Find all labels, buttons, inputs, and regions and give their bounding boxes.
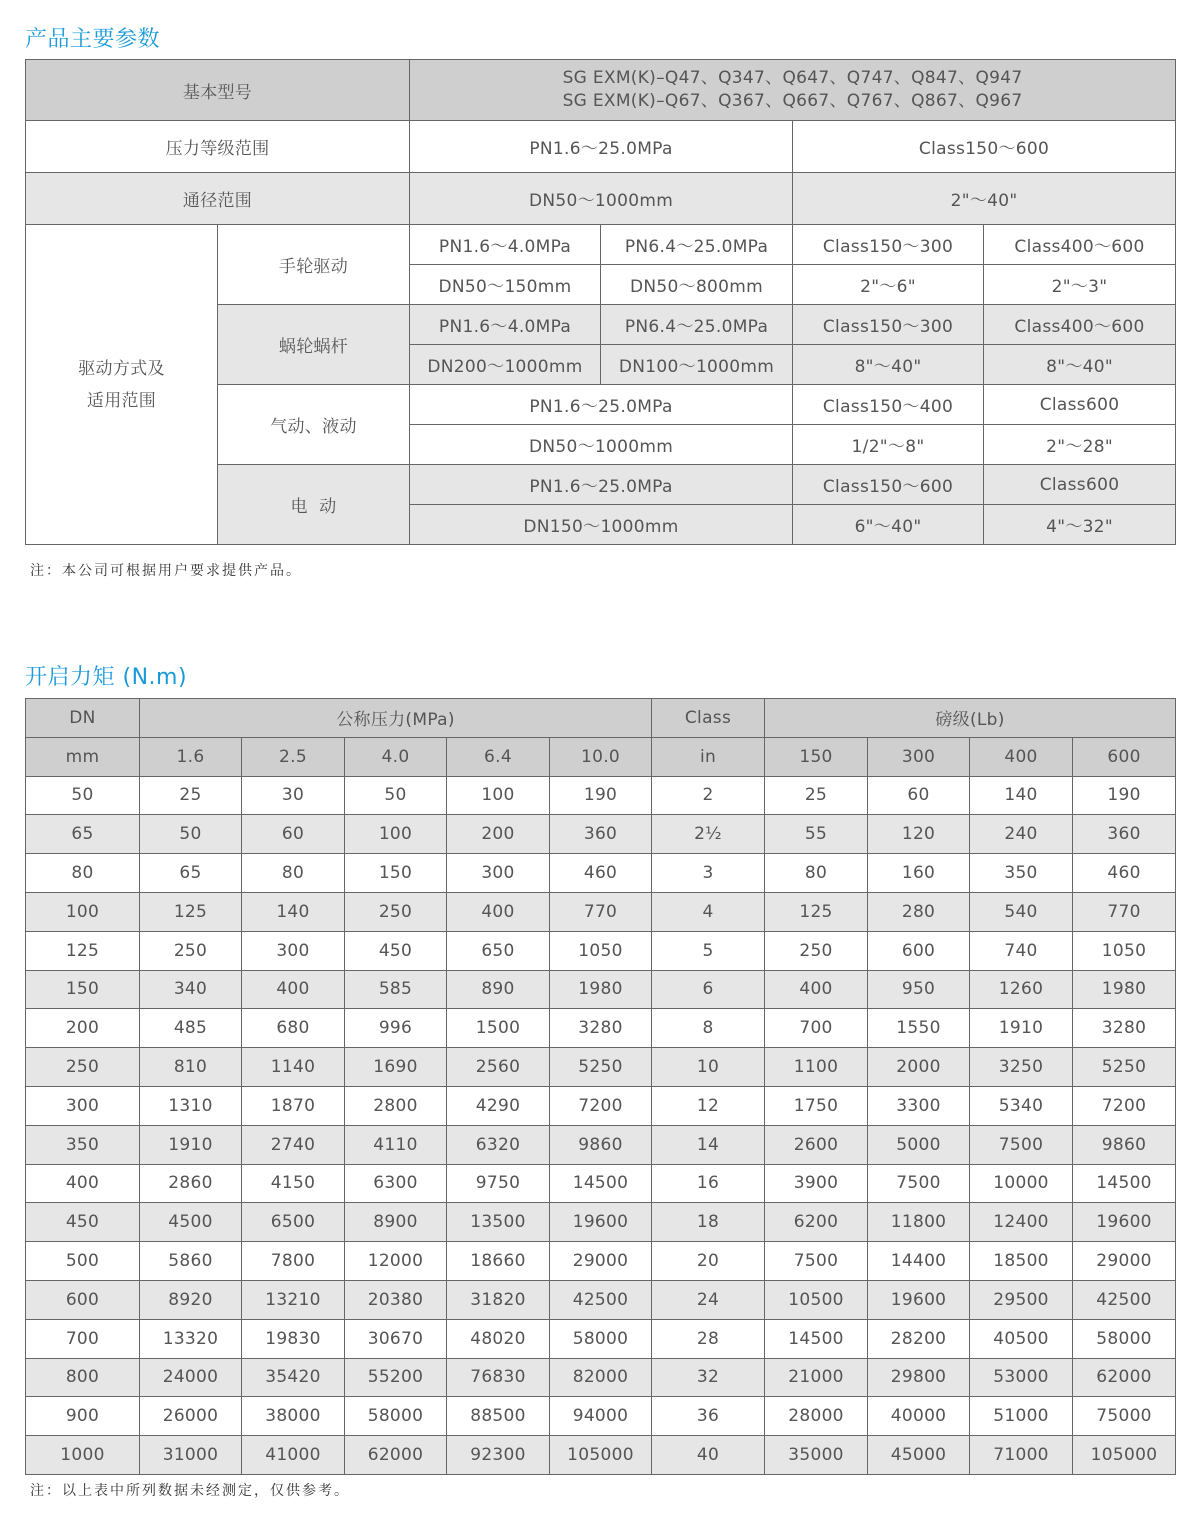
drive-cell: 8"～40": [984, 345, 1176, 385]
torque-cell: 94000: [550, 1397, 652, 1436]
torque-cell: 585: [345, 970, 447, 1009]
torque-cell: 10000: [970, 1164, 1073, 1203]
torque-cell: 19600: [868, 1280, 970, 1319]
torque-cell: 58000: [550, 1319, 652, 1358]
torque-cell: 19600: [550, 1203, 652, 1242]
torque-cell: 1050: [550, 931, 652, 970]
torque-cell: 3900: [765, 1164, 868, 1203]
class-in-cell: 32: [652, 1358, 765, 1397]
drive-name: 电 动: [218, 465, 410, 545]
dn-cell: 800: [26, 1358, 140, 1397]
torque-cell: 14500: [765, 1319, 868, 1358]
torque-cell: 250: [345, 892, 447, 931]
torque-cell: 5000: [868, 1125, 970, 1164]
torque-cell: 1870: [242, 1086, 345, 1125]
torque-cell: 50: [345, 776, 447, 815]
torque-cell: 7500: [970, 1125, 1073, 1164]
dn-cell: 200: [26, 1009, 140, 1048]
torque-cell: 30670: [345, 1319, 447, 1358]
torque-cell: 28200: [868, 1319, 970, 1358]
class-in-cell: 16: [652, 1164, 765, 1203]
table-row: [26, 1048, 1176, 1087]
torque-cell: 7500: [765, 1242, 868, 1281]
torque-cell: 4110: [345, 1125, 447, 1164]
torque-cell: 1050: [1073, 931, 1176, 970]
table-row: [26, 970, 1176, 1009]
drive-cell: PN1.6～4.0MPa: [410, 305, 601, 345]
dn-cell: 50: [26, 776, 140, 815]
dn-cell: 450: [26, 1203, 140, 1242]
torque-cell: 62000: [345, 1436, 447, 1475]
torque-cell: 38000: [242, 1397, 345, 1436]
torque-cell: 2560: [447, 1048, 550, 1087]
pressure-label: 压力等级范围: [26, 121, 410, 173]
torque-table: [25, 698, 1176, 1475]
base-model-line: SG EXM(K)–Q67、Q367、Q667、Q767、Q867、Q967: [562, 91, 1023, 111]
class-in-cell: 5: [652, 931, 765, 970]
torque-cell: 82000: [550, 1358, 652, 1397]
table-row: [26, 854, 1176, 893]
header-subcell: 400: [970, 737, 1073, 776]
bore-in: 2"～40": [793, 173, 1176, 225]
torque-cell: 890: [447, 970, 550, 1009]
torque-cell: 19600: [1073, 1203, 1176, 1242]
table-row: [26, 1242, 1176, 1281]
header-subcell: 600: [1073, 737, 1176, 776]
pressure-class: Class150～600: [793, 121, 1176, 173]
torque-cell: 28000: [765, 1397, 868, 1436]
torque-cell: 996: [345, 1009, 447, 1048]
torque-cell: 13500: [447, 1203, 550, 1242]
table-row: [26, 1164, 1176, 1203]
drive-cell: Class400～600: [984, 305, 1176, 345]
torque-cell: 1260: [970, 970, 1073, 1009]
torque-cell: 80: [765, 854, 868, 893]
drive-name: 气动、液动: [218, 385, 410, 465]
drive-cell: 6"～40": [793, 505, 984, 545]
torque-cell: 240: [970, 815, 1073, 854]
class-in-cell: 8: [652, 1009, 765, 1048]
torque-cell: 41000: [242, 1436, 345, 1475]
torque-cell: 1500: [447, 1009, 550, 1048]
base-model-line: SG EXM(K)–Q47、Q347、Q647、Q747、Q847、Q947: [562, 68, 1023, 88]
torque-cell: 18660: [447, 1242, 550, 1281]
torque-cell: 31000: [140, 1436, 242, 1475]
dn-cell: 900: [26, 1397, 140, 1436]
drive-cell: Class600: [984, 465, 1176, 505]
torque-cell: 53000: [970, 1358, 1073, 1397]
torque-cell: 1980: [1073, 970, 1176, 1009]
drive-row: [26, 225, 1176, 265]
torque-cell: 810: [140, 1048, 242, 1087]
torque-cell: 80: [242, 854, 345, 893]
pressure-row: [26, 121, 1176, 173]
dn-cell: 500: [26, 1242, 140, 1281]
drive-cell: 2"～6": [793, 265, 984, 305]
torque-section-title: 开启力矩 (N.m): [25, 665, 188, 690]
torque-header-row-2: [26, 737, 1176, 776]
table-row: [26, 931, 1176, 970]
torque-cell: 14400: [868, 1242, 970, 1281]
torque-cell: 105000: [1073, 1436, 1176, 1475]
table-row: [26, 1280, 1176, 1319]
torque-cell: 9860: [550, 1125, 652, 1164]
torque-cell: 60: [868, 776, 970, 815]
drive-cell: DN100～1000mm: [601, 345, 793, 385]
torque-cell: 120: [868, 815, 970, 854]
header-subcell: 150: [765, 737, 868, 776]
class-in-cell: 3: [652, 854, 765, 893]
torque-cell: 160: [868, 854, 970, 893]
table-row: [26, 815, 1176, 854]
torque-cell: 460: [1073, 854, 1176, 893]
class-in-cell: 36: [652, 1397, 765, 1436]
class-in-cell: 18: [652, 1203, 765, 1242]
drive-cell: 2"～3": [984, 265, 1176, 305]
torque-cell: 71000: [970, 1436, 1073, 1475]
torque-cell: 400: [765, 970, 868, 1009]
torque-cell: 76830: [447, 1358, 550, 1397]
torque-cell: 6300: [345, 1164, 447, 1203]
class-in-cell: 40: [652, 1436, 765, 1475]
torque-cell: 29500: [970, 1280, 1073, 1319]
torque-cell: 92300: [447, 1436, 550, 1475]
torque-cell: 250: [140, 931, 242, 970]
torque-cell: 770: [550, 892, 652, 931]
dn-cell: 150: [26, 970, 140, 1009]
drive-cell: 1/2"～8": [793, 425, 984, 465]
torque-cell: 20380: [345, 1280, 447, 1319]
class-in-cell: 2: [652, 776, 765, 815]
drive-label-line: 适用范围: [86, 390, 157, 411]
torque-cell: 300: [242, 931, 345, 970]
torque-cell: 740: [970, 931, 1073, 970]
torque-cell: 190: [550, 776, 652, 815]
table-row: [26, 776, 1176, 815]
header-subcell: 300: [868, 737, 970, 776]
torque-cell: 485: [140, 1009, 242, 1048]
torque-cell: 1140: [242, 1048, 345, 1087]
torque-cell: 12000: [345, 1242, 447, 1281]
torque-cell: 2000: [868, 1048, 970, 1087]
torque-cell: 150: [345, 854, 447, 893]
table-row: [26, 1086, 1176, 1125]
torque-cell: 7800: [242, 1242, 345, 1281]
torque-cell: 51000: [970, 1397, 1073, 1436]
torque-cell: 9860: [1073, 1125, 1176, 1164]
torque-cell: 5860: [140, 1242, 242, 1281]
torque-cell: 1310: [140, 1086, 242, 1125]
torque-cell: 8900: [345, 1203, 447, 1242]
torque-cell: 62000: [1073, 1358, 1176, 1397]
torque-cell: 14500: [550, 1164, 652, 1203]
params-section-title: 产品主要参数: [25, 27, 161, 52]
header-subcell: 2.5: [242, 737, 345, 776]
torque-cell: 75000: [1073, 1397, 1176, 1436]
torque-cell: 200: [447, 815, 550, 854]
header-dn: DN: [26, 699, 140, 738]
table-row: [26, 892, 1176, 931]
base-model-row: [26, 60, 1176, 121]
torque-cell: 5250: [1073, 1048, 1176, 1087]
dn-cell: 350: [26, 1125, 140, 1164]
torque-cell: 680: [242, 1009, 345, 1048]
torque-cell: 1910: [970, 1009, 1073, 1048]
bore-dn: DN50～1000mm: [410, 173, 793, 225]
table-row: [26, 1319, 1176, 1358]
torque-cell: 18500: [970, 1242, 1073, 1281]
torque-cell: 50: [140, 815, 242, 854]
torque-cell: 6320: [447, 1125, 550, 1164]
torque-cell: 125: [765, 892, 868, 931]
params-table: [25, 59, 1176, 545]
torque-header-row-1: [26, 699, 1176, 738]
torque-cell: 7200: [550, 1086, 652, 1125]
drive-cell: PN1.6～4.0MPa: [410, 225, 601, 265]
bore-row: [26, 173, 1176, 225]
torque-cell: 1690: [345, 1048, 447, 1087]
drive-cell: Class400～600: [984, 225, 1176, 265]
class-in-cell: 12: [652, 1086, 765, 1125]
drive-cell: PN6.4～25.0MPa: [601, 225, 793, 265]
torque-cell: 350: [970, 854, 1073, 893]
dn-cell: 100: [26, 892, 140, 931]
torque-cell: 60: [242, 815, 345, 854]
header-subcell: 10.0: [550, 737, 652, 776]
dn-cell: 400: [26, 1164, 140, 1203]
torque-cell: 250: [765, 931, 868, 970]
torque-cell: 35000: [765, 1436, 868, 1475]
torque-cell: 7200: [1073, 1086, 1176, 1125]
header-subcell: 4.0: [345, 737, 447, 776]
torque-cell: 140: [242, 892, 345, 931]
torque-cell: 10500: [765, 1280, 868, 1319]
torque-cell: 29000: [1073, 1242, 1176, 1281]
torque-cell: 88500: [447, 1397, 550, 1436]
torque-cell: 40500: [970, 1319, 1073, 1358]
base-model-value: [410, 60, 1176, 121]
torque-cell: 2860: [140, 1164, 242, 1203]
drive-cell: DN50～1000mm: [410, 425, 793, 465]
torque-cell: 42500: [1073, 1280, 1176, 1319]
torque-cell: 55: [765, 815, 868, 854]
header-subcell: in: [652, 737, 765, 776]
bore-label: 通径范围: [26, 173, 410, 225]
header-class: Class: [652, 699, 765, 738]
torque-cell: 1100: [765, 1048, 868, 1087]
torque-cell: 3280: [550, 1009, 652, 1048]
table-row: [26, 1436, 1176, 1475]
torque-cell: 11800: [868, 1203, 970, 1242]
drive-cell: Class150～600: [793, 465, 984, 505]
torque-cell: 5250: [550, 1048, 652, 1087]
torque-cell: 3300: [868, 1086, 970, 1125]
drive-cell: PN1.6～25.0MPa: [410, 465, 793, 505]
header-subcell: mm: [26, 737, 140, 776]
torque-cell: 45000: [868, 1436, 970, 1475]
torque-cell: 1910: [140, 1125, 242, 1164]
drive-cell: Class150～400: [793, 385, 984, 425]
torque-cell: 21000: [765, 1358, 868, 1397]
torque-cell: 30: [242, 776, 345, 815]
torque-cell: 1750: [765, 1086, 868, 1125]
class-in-cell: 2½: [652, 815, 765, 854]
torque-cell: 48020: [447, 1319, 550, 1358]
drive-cell: 2"～28": [984, 425, 1176, 465]
torque-cell: 14500: [1073, 1164, 1176, 1203]
torque-cell: 280: [868, 892, 970, 931]
torque-cell: 400: [242, 970, 345, 1009]
torque-cell: 29000: [550, 1242, 652, 1281]
torque-cell: 650: [447, 931, 550, 970]
drive-cell: DN50～800mm: [601, 265, 793, 305]
torque-cell: 3250: [970, 1048, 1073, 1087]
table-row: [26, 1009, 1176, 1048]
class-in-cell: 10: [652, 1048, 765, 1087]
drive-label: [26, 225, 218, 545]
torque-cell: 25: [765, 776, 868, 815]
torque-cell: 2600: [765, 1125, 868, 1164]
torque-cell: 31820: [447, 1280, 550, 1319]
torque-cell: 4150: [242, 1164, 345, 1203]
torque-cell: 8920: [140, 1280, 242, 1319]
table-row: [26, 1358, 1176, 1397]
torque-cell: 6200: [765, 1203, 868, 1242]
table-row: [26, 1125, 1176, 1164]
torque-cell: 3280: [1073, 1009, 1176, 1048]
torque-cell: 58000: [345, 1397, 447, 1436]
class-in-cell: 24: [652, 1280, 765, 1319]
torque-cell: 19830: [242, 1319, 345, 1358]
table-row: [26, 1203, 1176, 1242]
class-in-cell: 28: [652, 1319, 765, 1358]
drive-cell: Class600: [984, 385, 1176, 425]
dn-cell: 600: [26, 1280, 140, 1319]
pressure-pn: PN1.6～25.0MPa: [410, 121, 793, 173]
torque-cell: 4290: [447, 1086, 550, 1125]
torque-cell: 100: [447, 776, 550, 815]
class-in-cell: 6: [652, 970, 765, 1009]
drive-cell: DN150～1000mm: [410, 505, 793, 545]
torque-cell: 2800: [345, 1086, 447, 1125]
torque-cell: 5340: [970, 1086, 1073, 1125]
class-in-cell: 4: [652, 892, 765, 931]
torque-cell: 40000: [868, 1397, 970, 1436]
torque-cell: 9750: [447, 1164, 550, 1203]
dn-cell: 65: [26, 815, 140, 854]
drive-cell: Class150～300: [793, 225, 984, 265]
torque-cell: 125: [140, 892, 242, 931]
torque-cell: 600: [868, 931, 970, 970]
torque-cell: 460: [550, 854, 652, 893]
header-pound-class: 磅级(Lb): [765, 699, 1176, 738]
dn-cell: 125: [26, 931, 140, 970]
drive-cell: Class150～300: [793, 305, 984, 345]
torque-cell: 1550: [868, 1009, 970, 1048]
drive-cell: 4"～32": [984, 505, 1176, 545]
drive-name: 蜗轮蜗杆: [218, 305, 410, 385]
header-subcell: 1.6: [140, 737, 242, 776]
params-note: 注：本公司可根据用户要求提供产品。: [30, 563, 302, 579]
class-in-cell: 20: [652, 1242, 765, 1281]
class-in-cell: 14: [652, 1125, 765, 1164]
torque-cell: 190: [1073, 776, 1176, 815]
drive-name: 手轮驱动: [218, 225, 410, 305]
torque-cell: 360: [550, 815, 652, 854]
dn-cell: 250: [26, 1048, 140, 1087]
torque-cell: 42500: [550, 1280, 652, 1319]
torque-cell: 55200: [345, 1358, 447, 1397]
torque-cell: 13210: [242, 1280, 345, 1319]
torque-cell: 24000: [140, 1358, 242, 1397]
torque-cell: 100: [345, 815, 447, 854]
drive-cell: PN1.6～25.0MPa: [410, 385, 793, 425]
dn-cell: 1000: [26, 1436, 140, 1475]
drive-cell: DN200～1000mm: [410, 345, 601, 385]
torque-cell: 25: [140, 776, 242, 815]
header-subcell: 6.4: [447, 737, 550, 776]
torque-cell: 58000: [1073, 1319, 1176, 1358]
torque-cell: 65: [140, 854, 242, 893]
drive-cell: 8"～40": [793, 345, 984, 385]
torque-cell: 140: [970, 776, 1073, 815]
torque-cell: 950: [868, 970, 970, 1009]
torque-cell: 35420: [242, 1358, 345, 1397]
torque-cell: 4500: [140, 1203, 242, 1242]
torque-body: [26, 776, 1176, 1474]
torque-cell: 360: [1073, 815, 1176, 854]
torque-cell: 26000: [140, 1397, 242, 1436]
torque-cell: 700: [765, 1009, 868, 1048]
torque-cell: 540: [970, 892, 1073, 931]
torque-cell: 12400: [970, 1203, 1073, 1242]
torque-cell: 450: [345, 931, 447, 970]
dn-cell: 700: [26, 1319, 140, 1358]
table-row: [26, 1397, 1176, 1436]
header-nominal-pressure: 公称压力(MPa): [140, 699, 652, 738]
drive-cell: DN50～150mm: [410, 265, 601, 305]
torque-cell: 340: [140, 970, 242, 1009]
torque-cell: 770: [1073, 892, 1176, 931]
torque-cell: 1980: [550, 970, 652, 1009]
dn-cell: 300: [26, 1086, 140, 1125]
torque-cell: 13320: [140, 1319, 242, 1358]
dn-cell: 80: [26, 854, 140, 893]
torque-cell: 6500: [242, 1203, 345, 1242]
drive-label-line: 驱动方式及: [78, 358, 165, 379]
torque-cell: 300: [447, 854, 550, 893]
torque-cell: 105000: [550, 1436, 652, 1475]
torque-cell: 7500: [868, 1164, 970, 1203]
torque-note: 注：以上表中所列数据未经测定，仅供参考。: [30, 1483, 350, 1499]
base-model-label: 基本型号: [26, 60, 410, 121]
torque-cell: 400: [447, 892, 550, 931]
torque-cell: 29800: [868, 1358, 970, 1397]
torque-cell: 2740: [242, 1125, 345, 1164]
drive-cell: PN6.4～25.0MPa: [601, 305, 793, 345]
